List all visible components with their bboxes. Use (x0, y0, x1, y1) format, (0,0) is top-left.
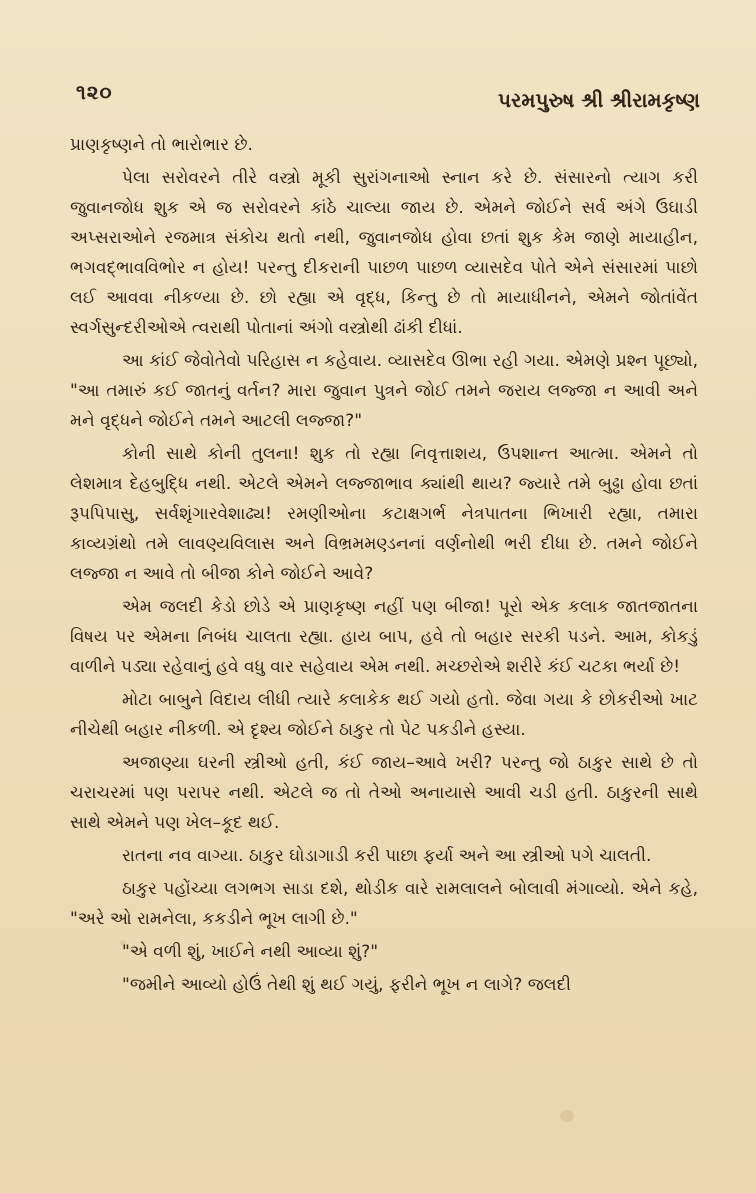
paragraph: મોટા બાબુને વિદાય લીધી ત્યારે કલાકેક થઈ ગયો હતો. જેવા ગયા કે છોકરીઓ ખાટ નીચેથી બહાર નીકળી. એ દૃશ્ય જોઈને ઠાકુર તો પેટ પકડીને હસ્યા. (70, 690, 698, 740)
paragraph: અજાણ્યા ઘરની સ્ત્રીઓ હતી, કંઈ જાય–આવે ખરી? પરન્તુ જો ઠાકુર સાથે છે તો ચરાચરમાં પણ પરાપર નથી. એટલે જ તો તેઓ અનાયાસે આવી ચડી હતી. ઠાકુરની સાથે સાથે એમને પણ ખેલ–કૂદ થઈ. (70, 753, 698, 833)
page-number: ૧૨૦ (76, 80, 113, 104)
paragraph: પ્રાણકૃષ્ણને તો ભારોભાર છે. (70, 135, 253, 155)
paragraph: આ કાંઈ જેવોતેવો પરિહાસ ન કહેવાય. વ્યાસદેવ ઊભા રહી ગયા. એમણે પ્રશ્ન પૂછ્યો, "આ તમારું કઈ જાતનું વર્તન? મારા જુવાન પુત્રને જોઈ તમને જરાય લજ્જા ન આવી અને મને વૃદ્ધને જોઈને તમને આટલી લજ્જા?" (70, 351, 698, 431)
running-title: પરમપુરુષ શ્રી શ્રીરામકૃષ્ણ (498, 88, 700, 112)
paragraph: રાતના નવ વાગ્યા. ઠાકુર ઘોડાગાડી કરી પાછા ફર્યા અને આ સ્ત્રીઓ પગે ચાલતી. (122, 846, 652, 866)
paragraph: પેલા સરોવરને તીરે વસ્ત્રો મૂકી સુરાંગનાઓ સ્નાન કરે છે. સંસારનો ત્યાગ કરી જુવાનજોધ શુક એ જ સરોવરને કાંઠે ચાલ્યા જાય છે. એમને જોઈને સર્વ અંગે ઉઘાડી અપ્સરાઓને રજમાત્ર સંકોચ થતો નથી, જુવાનજોધ હોવા છતાં શુક કેમ જાણે માયાહીન, ભગવદ્‌ભાવવિભોર ન હોય! પરન્તુ દીકરાની પાછળ પાછળ વ્યાસદેવ પોતે એને સંસારમાં પાછો લઈ આવવા નીકળ્યા છે. છો રહ્યા એ વૃદ્ધ, કિન્તુ છે તો માયાધીનને, એમને જોતાંવેંત સ્વર્ગસુન્દરીઓએ ત્વરાથી પોતાનાં અંગો વસ્ત્રોથી ઢાંકી દીધાં. (70, 168, 698, 338)
paper-stain (560, 1110, 574, 1122)
paragraph: કોની સાથે કોની તુલના! શુક તો રહ્યા નિવૃત્તાશય, ઉપશાન્ત આત્મા. એમને તો લેશમાત્ર દેહબુદ્ધિ નથી. એટલે એમને લજ્જાભાવ ક્યાંથી થાય? જ્યારે તમે બુઢ્ઢા હોવા છતાં રૂપપિપાસુ, સર્વશૃંગારવેશાઢ્ય! રમણીઓના કટાક્ષગર્ભ નેત્રપાતના ભિખારી રહ્યા, તમારા કાવ્યગ્રંથો તમે લાવણ્યવિલાસ અને વિભ્રમમણ્ડનનાં વર્ણનોથી ભરી દીધા છે. તમને જોઈને લજ્જા ન આવે તો બીજા કોને જોઈને આવે? (70, 444, 698, 584)
page-header (0, 76, 756, 116)
body-text (70, 130, 698, 1003)
paragraph: "એ વળી શું, ખાઈને નથી આવ્યા શું?" (122, 942, 379, 962)
paragraph: ઠાકુર પહોંચ્યા લગભગ સાડા દશે, થોડીક વારે રામલાલને બોલાવી મંગાવ્યો. એને કહે, "અરે ઓ રામનેલા, કકડીને ભૂખ લાગી છે." (70, 879, 698, 929)
paragraph: "જમીને આવ્યો હોઉં તેથી શું થઈ ગયું, ફરીને ભૂખ ન લાગે? જલદી (122, 975, 572, 995)
paragraph: એમ જલદી કેડો છોડે એ પ્રાણકૃષ્ણ નહીં પણ બીજા! પૂરો એક કલાક જાતજાતના વિષય પર એમના નિબંધ ચાલતા રહ્યા. હાય બાપ, હવે તો બહાર સરકી પડને. આમ, કોકડું વાળીને પડ્યા રહેવાનું હવે વધુ વાર સહેવાય એમ નથી. મચ્છરોએ શરીરે કંઈ ચટકા ભર્યા છે! (70, 597, 698, 677)
